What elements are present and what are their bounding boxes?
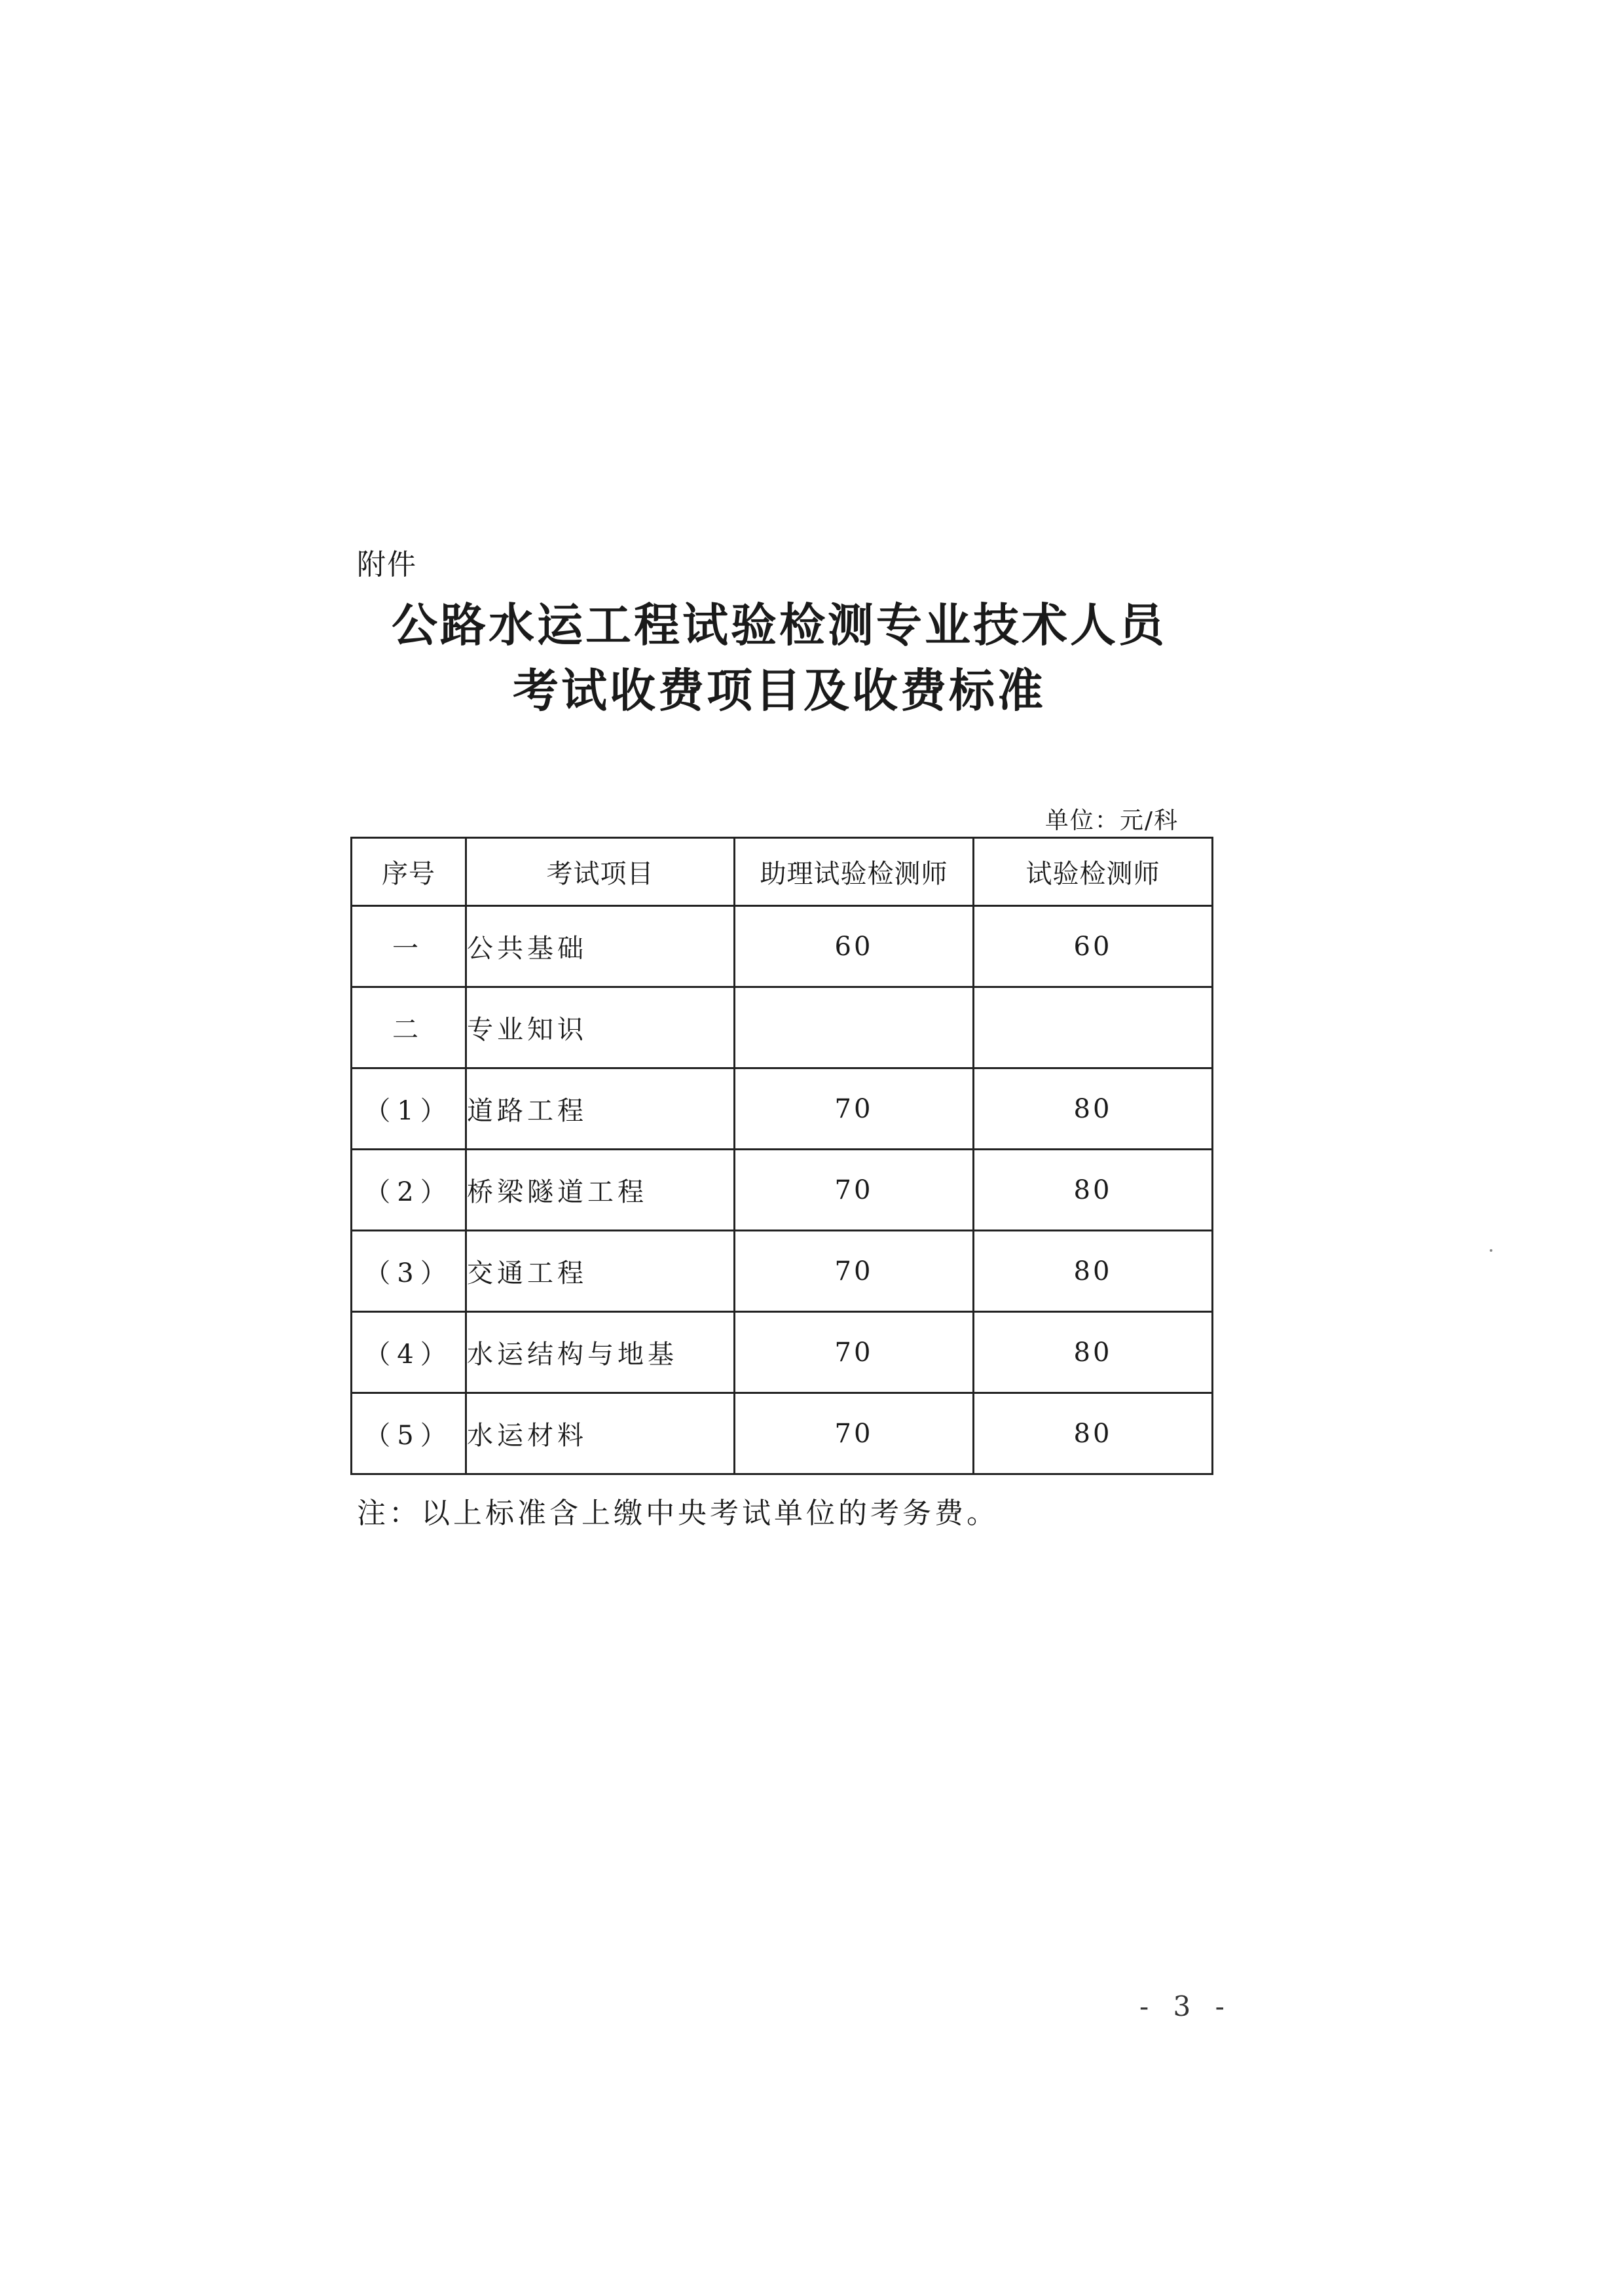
title-line-2: 考试收费项目及收费标准	[513, 663, 1046, 718]
row-item: 公共基础	[466, 906, 735, 987]
row-serial: （1）	[352, 1068, 466, 1150]
table-row	[352, 987, 1213, 1068]
row-serial: 二	[352, 987, 466, 1068]
title-line-1: 公路水运工程试验检测专业技术人员	[392, 598, 1167, 652]
row-item: 桥梁隧道工程	[466, 1150, 735, 1231]
row-assistant-fee: 60	[735, 906, 974, 987]
row-assistant-fee: 70	[735, 1312, 974, 1393]
row-engineer-fee: 80	[974, 1393, 1213, 1474]
table-row	[352, 1312, 1213, 1393]
row-serial: （4）	[352, 1312, 466, 1393]
table-row	[352, 906, 1213, 987]
row-engineer-fee: 80	[974, 1068, 1213, 1150]
row-assistant-fee	[735, 987, 974, 1068]
row-engineer-fee: 60	[974, 906, 1213, 987]
fee-table	[350, 837, 1213, 1475]
row-engineer-fee: 80	[974, 1312, 1213, 1393]
row-item: 道路工程	[466, 1068, 735, 1150]
row-assistant-fee: 70	[735, 1068, 974, 1150]
row-engineer-fee: 80	[974, 1150, 1213, 1231]
row-assistant-fee: 70	[735, 1150, 974, 1231]
row-serial: （3）	[352, 1231, 466, 1312]
row-assistant-fee: 70	[735, 1393, 974, 1474]
row-serial: 一	[352, 906, 466, 987]
header-assistant-engineer: 助理试验检测师	[735, 838, 974, 906]
row-item: 交通工程	[466, 1231, 735, 1312]
row-serial: （2）	[352, 1150, 466, 1231]
table-row	[352, 1393, 1213, 1474]
header-engineer: 试验检测师	[974, 838, 1213, 906]
page-number: - 3 -	[1139, 1990, 1232, 2022]
document-title	[314, 592, 1244, 723]
unit-label: 单位：元/科	[1044, 807, 1179, 834]
row-engineer-fee	[974, 987, 1213, 1068]
attachment-label: 附件	[357, 548, 417, 581]
row-item: 水运结构与地基	[466, 1312, 735, 1393]
row-assistant-fee: 70	[735, 1231, 974, 1312]
table-header-row	[352, 838, 1213, 906]
row-serial: （5）	[352, 1393, 466, 1474]
footnote: 注：以上标准含上缴中央考试单位的考务费。	[357, 1497, 999, 1530]
row-item: 专业知识	[466, 987, 735, 1068]
header-exam-item: 考试项目	[466, 838, 735, 906]
table-row	[352, 1231, 1213, 1312]
header-serial-number: 序号	[352, 838, 466, 906]
scan-speck	[1490, 1249, 1492, 1252]
table-row	[352, 1150, 1213, 1231]
row-item: 水运材料	[466, 1393, 735, 1474]
table-row	[352, 1068, 1213, 1150]
row-engineer-fee: 80	[974, 1231, 1213, 1312]
